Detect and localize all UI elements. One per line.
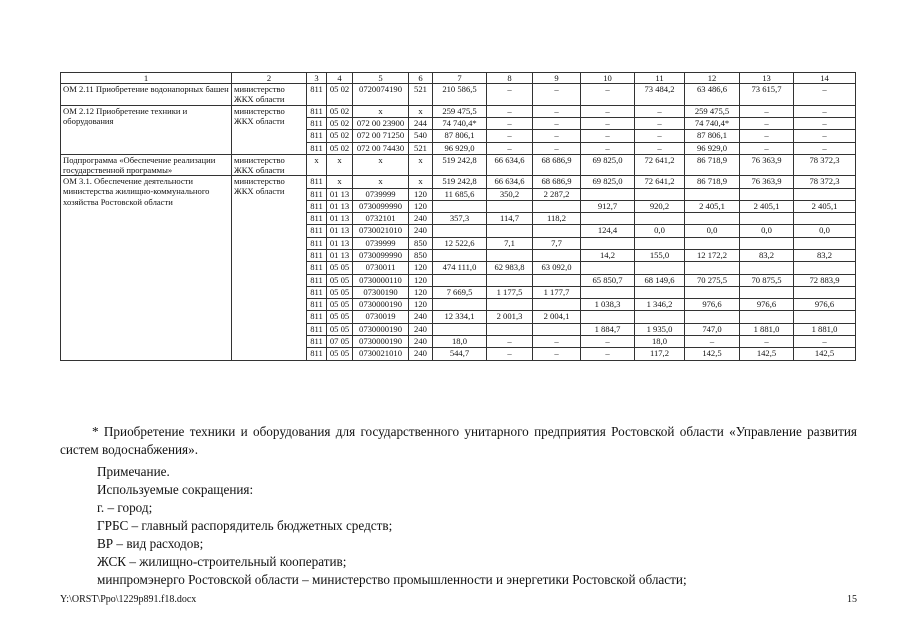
table-cell: – [533, 130, 581, 142]
table-cell [635, 262, 685, 274]
table-cell: 210 586,5 [433, 84, 487, 105]
table-cell: 259 475,5 [685, 105, 740, 117]
table-cell: 811 [307, 84, 327, 105]
table-cell: 240 [409, 348, 433, 360]
table-cell: – [487, 336, 533, 348]
table-cell: 74 740,4* [685, 117, 740, 129]
budget-table [60, 72, 856, 361]
table-cell: 259 475,5 [433, 105, 487, 117]
note-line: Используемые сокращения: [97, 482, 254, 497]
table-cell [581, 188, 635, 200]
table-cell: 12 172,2 [685, 249, 740, 261]
table-cell: 240 [409, 213, 433, 225]
table-cell: 66 634,6 [487, 154, 533, 175]
table-cell: 240 [409, 336, 433, 348]
table-cell: х [409, 176, 433, 188]
table-cell: х [307, 154, 327, 175]
table-cell [740, 213, 794, 225]
column-number: 11 [635, 73, 685, 84]
column-number: 10 [581, 73, 635, 84]
table-cell: 68 686,9 [533, 154, 581, 175]
table-cell: 05 02 [327, 105, 353, 117]
table-cell: 18,0 [433, 336, 487, 348]
table-cell: 14,2 [581, 249, 635, 261]
table-cell [581, 262, 635, 274]
notes-block [97, 463, 857, 589]
responsible-agency: министерство ЖКХ области [232, 176, 307, 360]
table-cell: х [353, 154, 409, 175]
column-number: 6 [409, 73, 433, 84]
table-cell: 72 641,2 [635, 176, 685, 188]
table-cell: 05 02 [327, 117, 353, 129]
table-cell: 73 484,2 [635, 84, 685, 105]
table-cell: 976,6 [794, 299, 856, 311]
table-cell [581, 311, 635, 323]
table-cell [487, 323, 533, 335]
table-cell: 86 718,9 [685, 154, 740, 175]
table-cell [433, 299, 487, 311]
table-cell: 0,0 [740, 225, 794, 237]
table-cell: 350,2 [487, 188, 533, 200]
table-cell: 120 [409, 262, 433, 274]
table-cell: 0730011 [353, 262, 409, 274]
table-cell: 117,2 [635, 348, 685, 360]
column-number: 4 [327, 73, 353, 84]
table-cell: – [533, 142, 581, 154]
table-cell: 0730099990 [353, 200, 409, 212]
table-cell: 357,3 [433, 213, 487, 225]
table-cell [740, 311, 794, 323]
table-cell: 811 [307, 336, 327, 348]
table-cell: – [533, 105, 581, 117]
table-cell: 811 [307, 213, 327, 225]
table-cell: 63 486,6 [685, 84, 740, 105]
table-cell: 0730000190 [353, 299, 409, 311]
table-cell: – [794, 105, 856, 117]
table-cell: 811 [307, 117, 327, 129]
table-cell [685, 262, 740, 274]
table-cell: 66 634,6 [487, 176, 533, 188]
table-cell: – [740, 105, 794, 117]
table-cell: 142,5 [794, 348, 856, 360]
table-cell: – [794, 142, 856, 154]
table-cell: 519 242,8 [433, 154, 487, 175]
column-number: 13 [740, 73, 794, 84]
table-cell: – [794, 84, 856, 105]
table-cell [487, 249, 533, 261]
table-cell: 07300190 [353, 286, 409, 298]
table-cell: 474 111,0 [433, 262, 487, 274]
table-cell: – [581, 117, 635, 129]
table-cell: 811 [307, 105, 327, 117]
table-cell: – [740, 336, 794, 348]
table-cell [685, 237, 740, 249]
table-cell: – [635, 117, 685, 129]
table-cell [794, 311, 856, 323]
table-cell [581, 237, 635, 249]
table-cell: 0730000190 [353, 323, 409, 335]
table-cell: х [409, 154, 433, 175]
table-cell: 01 13 [327, 237, 353, 249]
table-cell: х [353, 176, 409, 188]
table-cell: 0732101 [353, 213, 409, 225]
table-cell: 05 02 [327, 84, 353, 105]
table-cell: 1 038,3 [581, 299, 635, 311]
table-cell: 0739999 [353, 188, 409, 200]
table-cell: 811 [307, 262, 327, 274]
table-cell: 1 346,2 [635, 299, 685, 311]
table-cell [487, 200, 533, 212]
table-cell: 124,4 [581, 225, 635, 237]
table-cell: 811 [307, 142, 327, 154]
program-name: ОМ 2.11 Приобретение водонапорных башен [61, 84, 232, 105]
program-name: ОМ 3.1. Обеспечение деятельности министерства жилищно-коммунального хозяйства Ростовской области [61, 176, 232, 360]
table-cell: – [794, 117, 856, 129]
table-cell [685, 311, 740, 323]
table-cell: 76 363,9 [740, 154, 794, 175]
table-cell: 2 405,1 [740, 200, 794, 212]
table-cell [794, 237, 856, 249]
table-cell: – [533, 84, 581, 105]
table-cell: 120 [409, 200, 433, 212]
table-cell: 96 929,0 [433, 142, 487, 154]
table-cell: 811 [307, 225, 327, 237]
table-cell: 0,0 [635, 225, 685, 237]
table-cell [433, 225, 487, 237]
table-cell: 05 05 [327, 348, 353, 360]
table-cell: 0730099990 [353, 249, 409, 261]
table-cell: 7 669,5 [433, 286, 487, 298]
note-line: минпромэнерго Ростовской области – министерство промышленности и энергетики Ростовской области; [97, 572, 687, 587]
table-cell: 72 641,2 [635, 154, 685, 175]
table-cell [581, 286, 635, 298]
table-cell: 811 [307, 237, 327, 249]
table-cell: – [487, 348, 533, 360]
table-cell: 072 00 74430 [353, 142, 409, 154]
table-cell [533, 225, 581, 237]
table-cell: 120 [409, 299, 433, 311]
table-cell [740, 286, 794, 298]
table-cell [433, 200, 487, 212]
table-row [61, 105, 856, 117]
table-cell: 05 05 [327, 262, 353, 274]
table-cell: 155,0 [635, 249, 685, 261]
table-cell: 072 00 71250 [353, 130, 409, 142]
table-cell: 811 [307, 249, 327, 261]
table-cell: 1 881,0 [740, 323, 794, 335]
table-cell: 7,7 [533, 237, 581, 249]
table-cell: 11 685,6 [433, 188, 487, 200]
table-cell: – [533, 117, 581, 129]
table-cell: 63 092,0 [533, 262, 581, 274]
note-line: г. – город; [97, 500, 153, 515]
table-cell: 78 372,3 [794, 176, 856, 188]
table-cell: – [487, 105, 533, 117]
column-number: 8 [487, 73, 533, 84]
table-cell: – [740, 117, 794, 129]
column-number: 3 [307, 73, 327, 84]
column-number: 14 [794, 73, 856, 84]
table-row [61, 154, 856, 175]
table-cell: 2 405,1 [685, 200, 740, 212]
table-cell: 544,7 [433, 348, 487, 360]
table-cell: 01 13 [327, 213, 353, 225]
footnote: * Приобретение техники и оборудования для государственного унитарного предприятия Ростовской области «Управление развития систем водоснабжения». [60, 424, 857, 458]
table-cell: 74 740,4* [433, 117, 487, 129]
table-cell: х [409, 105, 433, 117]
table-cell: 072 00 23900 [353, 117, 409, 129]
table-cell: 120 [409, 274, 433, 286]
table-cell: 2 004,1 [533, 311, 581, 323]
table-cell: 73 615,7 [740, 84, 794, 105]
responsible-agency: министерство ЖКХ области [232, 154, 307, 175]
table-cell: 1 177,7 [533, 286, 581, 298]
column-number: 1 [61, 73, 232, 84]
table-cell: 521 [409, 84, 433, 105]
table-cell: 05 05 [327, 311, 353, 323]
table-cell: – [487, 117, 533, 129]
table-cell: 05 05 [327, 274, 353, 286]
table-cell [740, 237, 794, 249]
note-line: ЖСК – жилищно-строительный кооператив; [97, 554, 347, 569]
table-cell: 976,6 [685, 299, 740, 311]
table-cell [533, 323, 581, 335]
column-number: 12 [685, 73, 740, 84]
table-cell: 05 02 [327, 142, 353, 154]
table-cell: 811 [307, 348, 327, 360]
table-cell: 519 242,8 [433, 176, 487, 188]
table-cell: 2 287,2 [533, 188, 581, 200]
table-cell: 1 177,5 [487, 286, 533, 298]
table-cell: 01 13 [327, 188, 353, 200]
table-cell: 244 [409, 117, 433, 129]
table-cell: 811 [307, 299, 327, 311]
table-cell: 83,2 [740, 249, 794, 261]
table-cell: 0720074190 [353, 84, 409, 105]
table-cell: 142,5 [685, 348, 740, 360]
table-cell: 811 [307, 286, 327, 298]
table-cell: 0730000110 [353, 274, 409, 286]
table-cell: 1 881,0 [794, 323, 856, 335]
table-cell: 0730019 [353, 311, 409, 323]
table-row [61, 84, 856, 105]
table-cell: 521 [409, 142, 433, 154]
responsible-agency: министерство ЖКХ области [232, 84, 307, 105]
table-cell: 747,0 [685, 323, 740, 335]
table-cell: 05 05 [327, 323, 353, 335]
table-cell: 1 935,0 [635, 323, 685, 335]
table-cell: – [685, 336, 740, 348]
table-cell: 72 883,9 [794, 274, 856, 286]
table-header-row [61, 73, 856, 84]
table-cell: 811 [307, 323, 327, 335]
table-cell: 540 [409, 130, 433, 142]
table-cell: 70 875,5 [740, 274, 794, 286]
table-cell: 07 05 [327, 336, 353, 348]
note-line: ГРБС – главный распорядитель бюджетных средств; [97, 518, 393, 533]
table-cell [533, 274, 581, 286]
table-cell: 912,7 [581, 200, 635, 212]
table-cell: 68 686,9 [533, 176, 581, 188]
table-cell: 240 [409, 323, 433, 335]
table-cell: 12 334,1 [433, 311, 487, 323]
table-cell: 142,5 [740, 348, 794, 360]
table-cell: 01 13 [327, 225, 353, 237]
table-cell: 83,2 [794, 249, 856, 261]
table-cell: 2 405,1 [794, 200, 856, 212]
table-cell [533, 249, 581, 261]
table-cell [433, 323, 487, 335]
table-cell: – [581, 84, 635, 105]
table-cell [433, 274, 487, 286]
table-cell: – [487, 130, 533, 142]
table-cell: 69 825,0 [581, 154, 635, 175]
table-cell: – [635, 130, 685, 142]
column-number: 2 [232, 73, 307, 84]
table-cell [487, 225, 533, 237]
table-cell: – [533, 348, 581, 360]
table-cell [487, 299, 533, 311]
table-cell: 68 149,6 [635, 274, 685, 286]
table-cell: 86 718,9 [685, 176, 740, 188]
table-cell: – [794, 336, 856, 348]
table-cell: 96 929,0 [685, 142, 740, 154]
table-cell [635, 237, 685, 249]
table-cell: 811 [307, 176, 327, 188]
table-cell: – [581, 130, 635, 142]
table-cell: 7,1 [487, 237, 533, 249]
table-cell: 0,0 [685, 225, 740, 237]
table-cell [685, 286, 740, 298]
table-cell [533, 299, 581, 311]
table-cell: 811 [307, 274, 327, 286]
table-cell: 01 13 [327, 200, 353, 212]
table-cell: – [581, 336, 635, 348]
note-title: Примечание. [97, 464, 170, 479]
table-cell: 0,0 [794, 225, 856, 237]
note-line: ВР – вид расходов; [97, 536, 204, 551]
table-cell: 120 [409, 286, 433, 298]
table-cell [581, 213, 635, 225]
table-cell: 65 850,7 [581, 274, 635, 286]
table-cell: – [487, 84, 533, 105]
table-cell: 120 [409, 188, 433, 200]
table-cell: – [533, 336, 581, 348]
table-cell [794, 262, 856, 274]
table-cell: х [327, 176, 353, 188]
table-cell: 0730021010 [353, 225, 409, 237]
program-name: ОМ 2.12 Приобретение техники и оборудования [61, 105, 232, 154]
table-cell [794, 213, 856, 225]
table-cell: 18,0 [635, 336, 685, 348]
table-cell: 1 884,7 [581, 323, 635, 335]
table-cell: – [581, 348, 635, 360]
table-cell [635, 311, 685, 323]
table-cell [487, 274, 533, 286]
table-cell [635, 188, 685, 200]
table-cell: 0739999 [353, 237, 409, 249]
table-cell: 976,6 [740, 299, 794, 311]
table-cell [533, 200, 581, 212]
table-cell: 76 363,9 [740, 176, 794, 188]
column-number: 7 [433, 73, 487, 84]
table-cell [740, 188, 794, 200]
table-cell: х [353, 105, 409, 117]
table-cell: 240 [409, 225, 433, 237]
table-cell: – [581, 142, 635, 154]
responsible-agency: министерство ЖКХ области [232, 105, 307, 154]
table-cell: – [635, 142, 685, 154]
table-cell: – [794, 130, 856, 142]
table-cell: 78 372,3 [794, 154, 856, 175]
table-cell: х [327, 154, 353, 175]
table-cell: 69 825,0 [581, 176, 635, 188]
table-cell: 811 [307, 200, 327, 212]
table-cell: 05 05 [327, 299, 353, 311]
table-cell: 87 806,1 [685, 130, 740, 142]
table-cell [635, 286, 685, 298]
table-cell: 811 [307, 188, 327, 200]
table-cell: 62 983,8 [487, 262, 533, 274]
table-cell: 01 13 [327, 249, 353, 261]
table-cell: 05 02 [327, 130, 353, 142]
table-cell: 811 [307, 130, 327, 142]
table-cell: 114,7 [487, 213, 533, 225]
table-cell: 2 001,3 [487, 311, 533, 323]
table-cell: – [635, 105, 685, 117]
table-cell: 87 806,1 [433, 130, 487, 142]
column-number: 9 [533, 73, 581, 84]
table-cell [794, 286, 856, 298]
table-cell: – [487, 142, 533, 154]
table-cell [740, 262, 794, 274]
table-cell: 0730000190 [353, 336, 409, 348]
table-cell: 118,2 [533, 213, 581, 225]
table-row [61, 176, 856, 188]
table-cell: 0730021010 [353, 348, 409, 360]
table-cell: 850 [409, 249, 433, 261]
table-cell: 850 [409, 237, 433, 249]
table-cell [685, 213, 740, 225]
table-cell: 12 522,6 [433, 237, 487, 249]
table-cell: 05 05 [327, 286, 353, 298]
table-cell [433, 249, 487, 261]
table-cell: 920,2 [635, 200, 685, 212]
program-name: Подпрограмма «Обеспечение реализации государственной программы» [61, 154, 232, 175]
column-number: 5 [353, 73, 409, 84]
table-cell: – [740, 142, 794, 154]
table-cell [685, 188, 740, 200]
table-cell: – [740, 130, 794, 142]
table-cell [635, 213, 685, 225]
file-path: Y:\ORST\Ppo\1229p891.f18.docx [60, 594, 197, 605]
table-cell [794, 188, 856, 200]
table-cell: 70 275,5 [685, 274, 740, 286]
table-cell: 240 [409, 311, 433, 323]
table-cell: – [581, 105, 635, 117]
table-cell: 811 [307, 311, 327, 323]
page-number: 15 [847, 594, 857, 605]
